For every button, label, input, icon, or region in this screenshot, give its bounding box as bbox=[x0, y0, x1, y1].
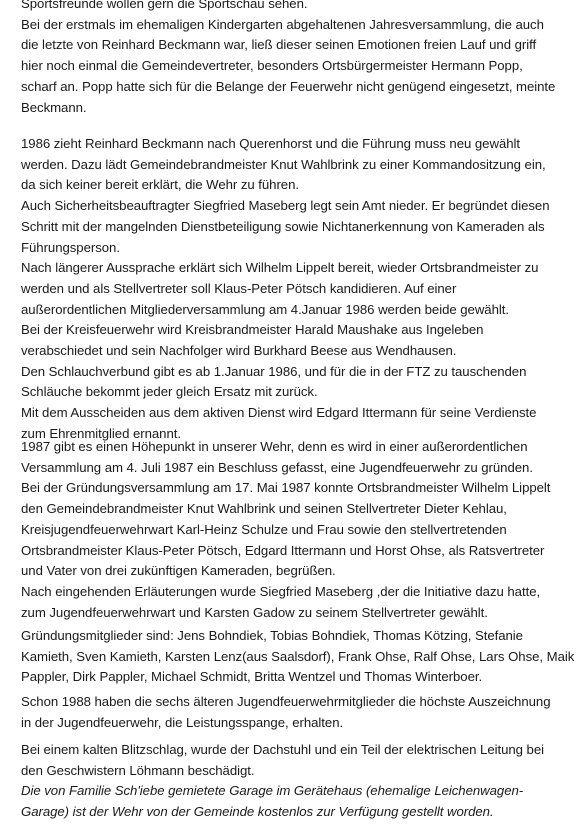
text-line: Kamieth, Sven Kamieth, Karsten Lenz(aus Saalsdorf), Frank Ohse, Ralf Ohse, Lars Ohse, Maik bbox=[21, 648, 575, 664]
text-line: Bei einem kalten Blitzschlag, wurde der Dachstuhl und ein Teil der elektrischen Leitung bei bbox=[21, 742, 545, 757]
text-line: 1986 zieht Reinhard Beckmann nach Querenhorst und die Führung muss neu gewählt bbox=[21, 136, 521, 151]
text-line: die letzte von Reinhard Beckmann war, ließ dieser seinen Emotionen freien Lauf und griff bbox=[21, 37, 537, 53]
paragraph-1987 bbox=[21, 437, 571, 623]
text-line: Pappler, Dirk Pappler, Michael Schmidt, Britta Wentzel und Thomas Winterboer. bbox=[21, 669, 483, 685]
text-line: und Vater von drei zukünftigen Kameraden, begrüßen. bbox=[21, 563, 336, 579]
text-line: werden. Dazu lädt Gemeindebrandmeister Knut Wahlbrink zu einer Kommandositzung ein, bbox=[21, 156, 546, 172]
italic-text-line: Die von Familie Sch'iebe gemietete Garage im Gerätehaus (ehemalige Leichenwagen- bbox=[21, 783, 524, 799]
paragraph-sportschau bbox=[21, 0, 571, 118]
text-line: Gründungsmitglieder sind: Jens Bohndiek, Tobias Bohndiek, Thomas Kötzing, Stefanie bbox=[21, 628, 523, 643]
text-line: Beckmann. bbox=[21, 99, 87, 115]
text-line: da sich keiner bereit erklärt, die Wehr zu führen. bbox=[21, 177, 299, 193]
paragraph-1988 bbox=[21, 692, 571, 733]
text-line: werden und als Stellvertreter soll Klaus-Peter Pötsch kandidieren. Auf einer bbox=[21, 280, 457, 296]
text-line: verabschiedet und sein Nachfolger wird Burkhard Beese aus Wendhausen. bbox=[21, 343, 457, 359]
text-line: in der Jugendfeuerwehr, die Leistungsspange, erhalten. bbox=[21, 714, 344, 730]
text-line: Den Schlauchverbund gibt es ab 1.Januar 1986, und für die in der FTZ zu tauschenden bbox=[21, 363, 527, 379]
text-line: den Gemeindebrandmeister Knut Wahlbrink und seinen Stellvertreter Dieter Kehlau, bbox=[21, 501, 507, 517]
text-line: Auch Sicherheitsbeauftragter Siegfried Maseberg legt sein Amt nieder. Er begründet diesen bbox=[21, 198, 550, 214]
text-line: Schritt mit der mangelnden Dienstbeteiligung sowie Nichtanerkennung von Kameraden als bbox=[21, 218, 545, 234]
text-line: zum Jugendfeuerwehrwart und Karsten Gadow zu seinem Stellvertreter gewählt. bbox=[21, 604, 488, 620]
text-line: Versammlung am 4. Juli 1987 ein Beschluss gefasst, eine Jugendfeuerwehr zu gründen. bbox=[21, 459, 533, 475]
text-line: Nach längerer Aussprache erklärt sich Wilhelm Lippelt bereit, wieder Ortsbrandmeister zu bbox=[21, 260, 539, 276]
italic-text-line: Garage) ist der Wehr von der Gemeinde kostenlos zur Verfügung gestellt worden. bbox=[21, 804, 494, 820]
text-line: 1987 gibt es einen Höhepunkt in unserer Wehr, denn es wird in einer außerordentlichen bbox=[21, 439, 528, 454]
text-line: den Geschwistern Löhmann beschädigt. bbox=[21, 762, 255, 778]
text-line: Führungsperson. bbox=[21, 239, 120, 255]
text-line: hier noch einmal die Gemeindevertreter, besonders Ortsbürgermeister Hermann Popp, bbox=[21, 58, 523, 74]
text-line: Ortsbrandmeister Klaus-Peter Pötsch, Edgard Ittermann und Horst Ohse, als Ratsvertreter bbox=[21, 542, 545, 558]
text-line: zum Ehrenmitglied ernannt. bbox=[21, 425, 181, 441]
paragraph-lightning bbox=[21, 740, 571, 823]
text-line: Mit dem Ausscheiden aus dem aktiven Dienst wird Edgard Ittermann für seine Verdienste bbox=[21, 405, 537, 421]
text-line: Sportsfreunde wollen gern die Sportschau sehen. bbox=[21, 0, 308, 11]
text-line: Schon 1988 haben die sechs älteren Jugendfeuerwehrmitglieder die höchste Auszeichnung bbox=[21, 694, 551, 709]
paragraph-founding-members bbox=[21, 626, 575, 688]
text-line: Bei der Gründungsversammlung am 17. Mai 1987 konnte Ortsbrandmeister Wilhelm Lippelt bbox=[21, 480, 551, 496]
text-line: Schläuche bekommt jeder gleich Ersatz mit zurück. bbox=[21, 384, 318, 400]
text-line: Nach eingehenden Erläuterungen wurde Siegfried Maseberg ,der die Initiative dazu hatte, bbox=[21, 583, 541, 599]
text-line: außerordentlichen Mitgliederversammlung am 4.Januar 1986 werden beide gewählt. bbox=[21, 301, 509, 317]
text-line: Bei der Kreisfeuerwehr wird Kreisbrandmeister Harald Maushake aus Ingeleben bbox=[21, 322, 484, 338]
text-line: scharf an. Popp hatte sich für die Belange der Feuerwehr nicht genügend eingesetzt, meinte bbox=[21, 78, 556, 94]
text-line: Bei der erstmals im ehemaligen Kindergarten abgehaltenen Jahresversammlung, die auch bbox=[21, 16, 544, 32]
text-line: Kreisjugendfeuerwehrwart Karl-Heinz Schulze und Frau sowie den stellvertretenden bbox=[21, 521, 507, 537]
paragraph-1986 bbox=[21, 134, 571, 445]
